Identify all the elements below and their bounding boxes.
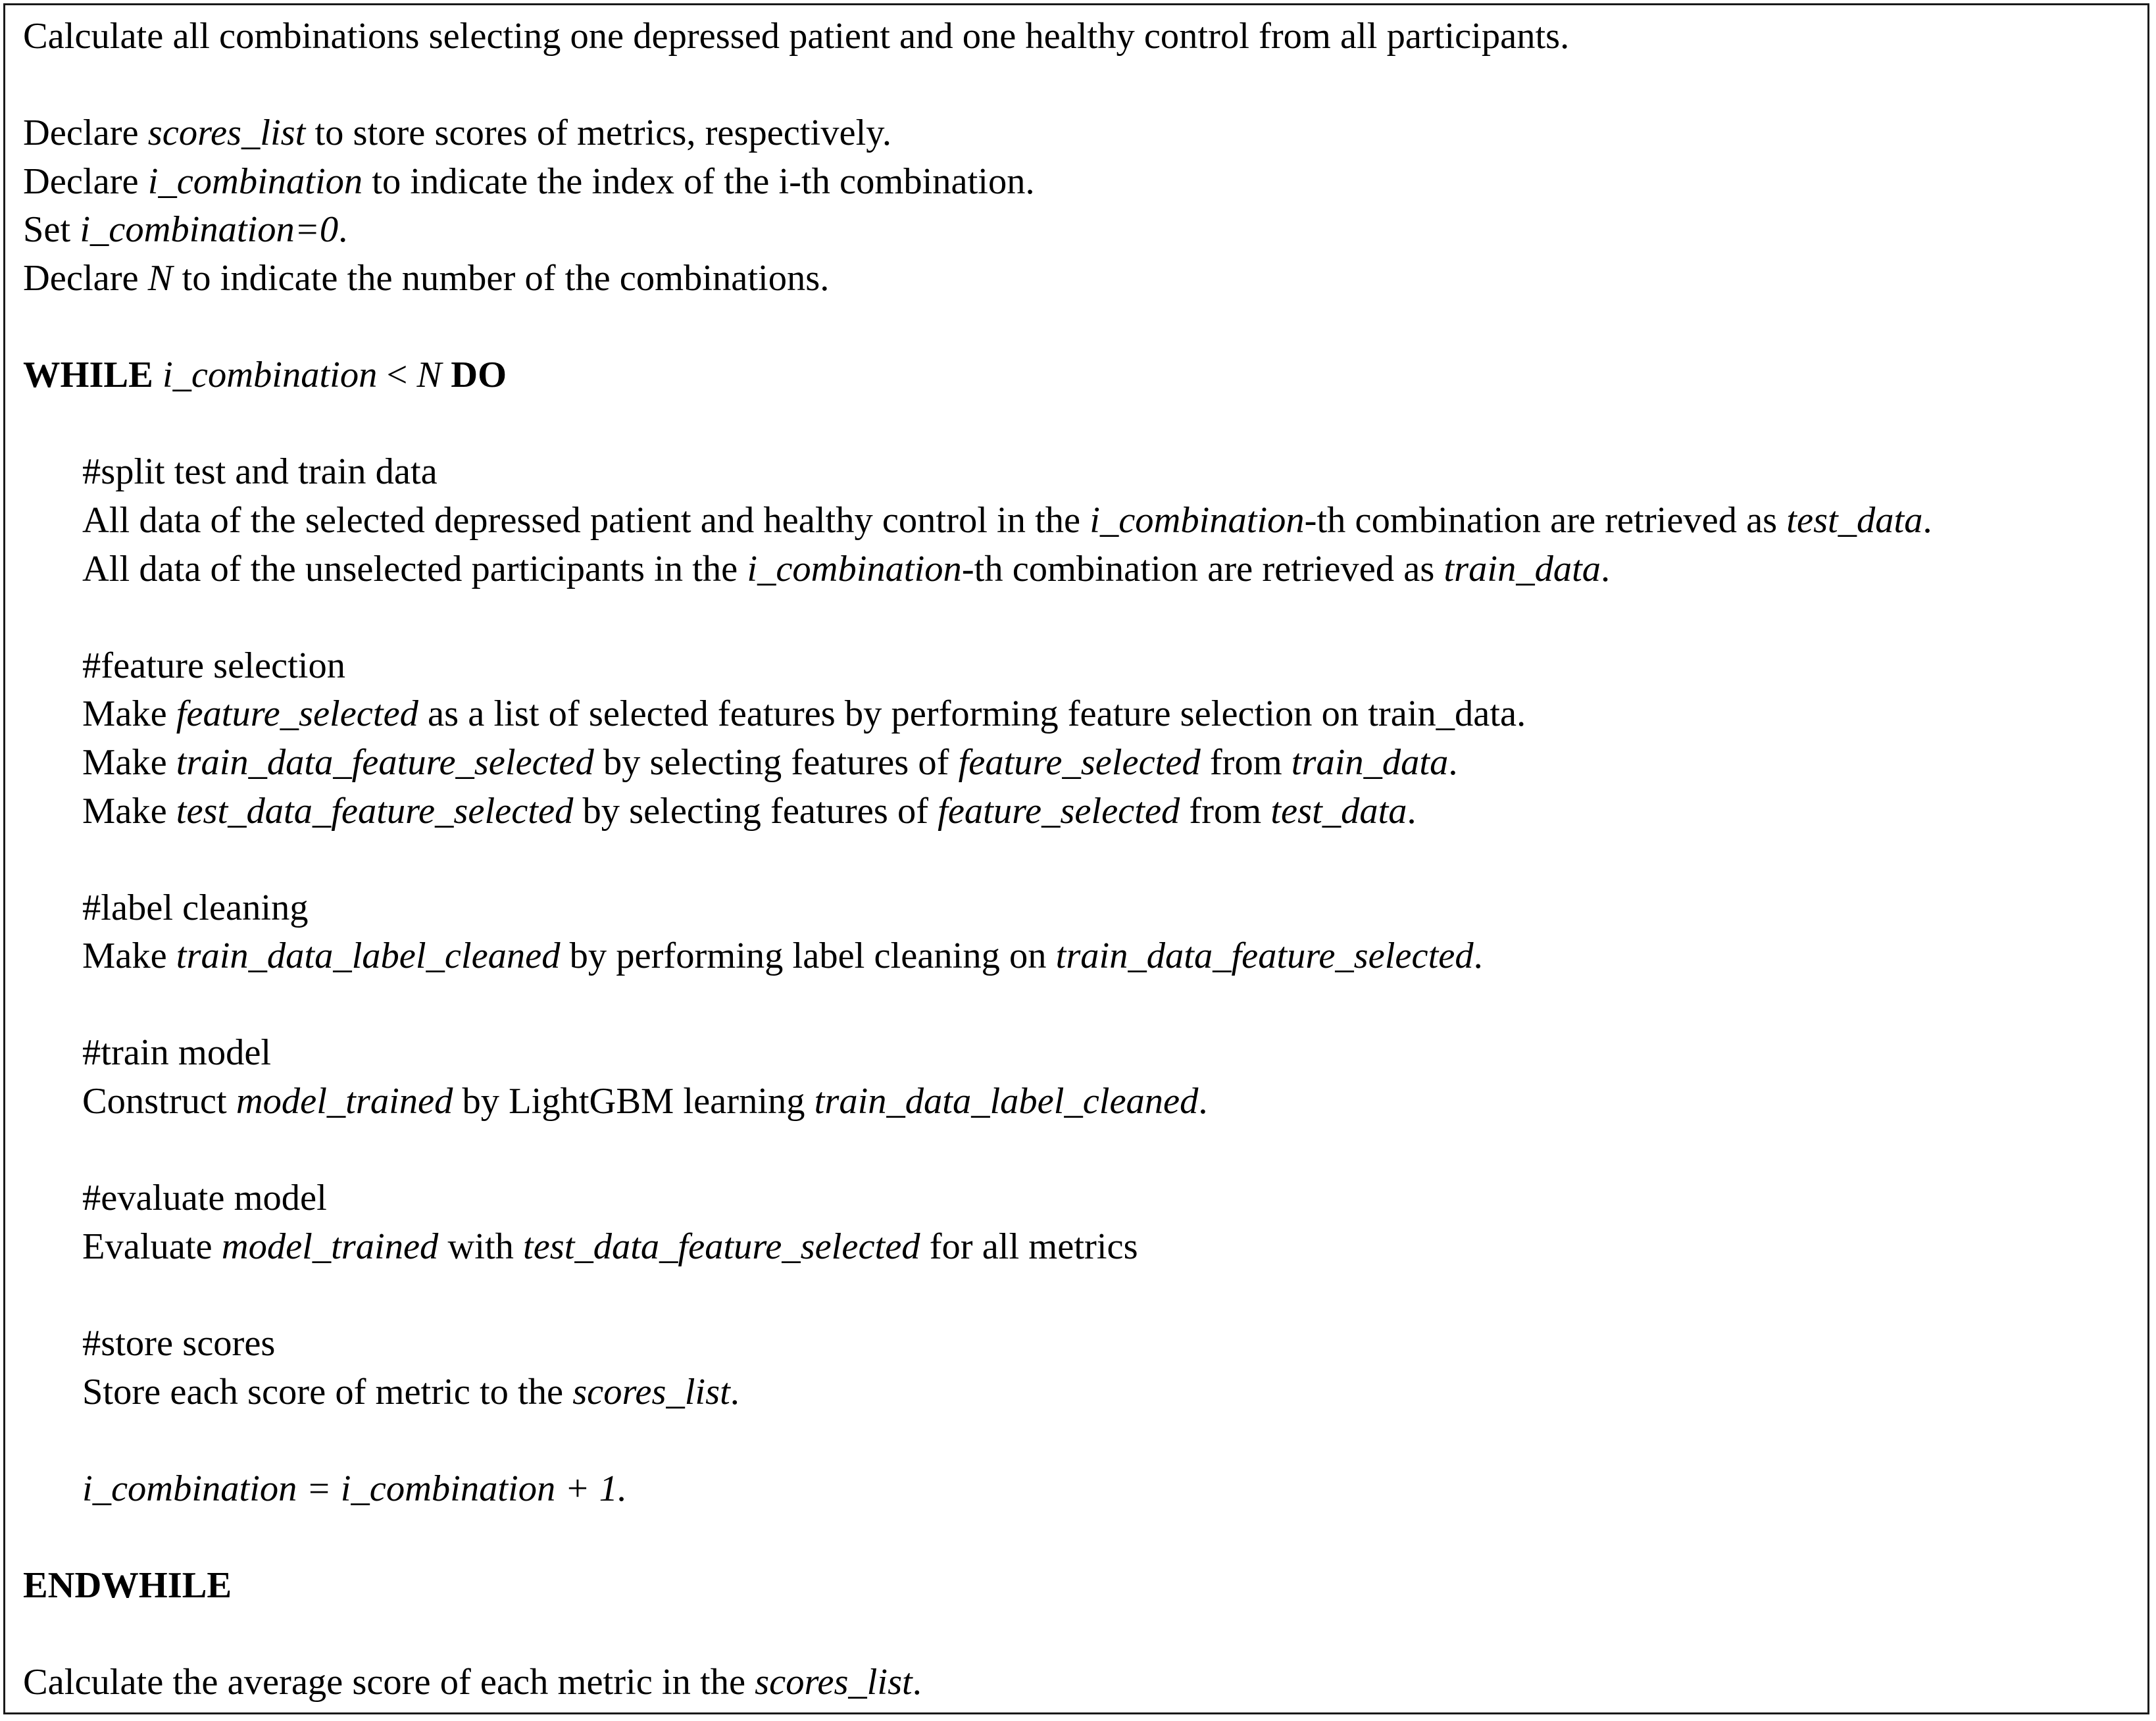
- variable: test_data: [1270, 790, 1407, 832]
- blank-line: [23, 593, 2147, 642]
- variable: i_combination: [147, 161, 363, 202]
- text: by selecting features of: [593, 741, 959, 783]
- variable: i_combination: [153, 355, 378, 396]
- text: by performing label cleaning on: [560, 935, 1056, 977]
- variable: scores_list: [147, 112, 306, 154]
- text: with: [438, 1226, 524, 1267]
- comment-text: #train model: [82, 1032, 272, 1074]
- text: -th combination are retrieved as: [961, 548, 1444, 589]
- text: .: [1198, 1081, 1208, 1122]
- variable: scores_list: [572, 1371, 730, 1412]
- comment-store-scores: [23, 1320, 2147, 1368]
- increment-expression: i_combination = i_combination + 1.: [82, 1468, 627, 1509]
- variable: test_data_feature_selected: [176, 790, 574, 832]
- text: to store scores of metrics, respectively.: [305, 112, 891, 154]
- comment-text: #evaluate model: [82, 1178, 327, 1219]
- blank-line: [23, 303, 2147, 352]
- keyword-endwhile: ENDWHILE: [23, 1565, 232, 1606]
- feature-line-2: [23, 739, 2147, 787]
- text: Set: [23, 209, 80, 251]
- comment-split: [23, 448, 2147, 497]
- blank-line: [23, 1513, 2147, 1562]
- variable: model_trained: [236, 1081, 453, 1122]
- blank-line: [23, 1610, 2147, 1659]
- label-line-1: [23, 932, 2147, 981]
- text: Make: [82, 741, 176, 783]
- text: .: [1473, 935, 1483, 977]
- text: by selecting features of: [573, 790, 938, 832]
- increment-line: [23, 1465, 2147, 1514]
- comment-text: #feature selection: [82, 645, 345, 686]
- algorithm-content: [23, 12, 2147, 1707]
- variable: train_data_label_cleaned: [176, 935, 561, 977]
- comment-feature-selection: [23, 642, 2147, 691]
- comment-train-model: [23, 1029, 2147, 1078]
- operator: <: [377, 355, 417, 396]
- text: Declare: [23, 112, 148, 154]
- text: for all metrics: [920, 1226, 1138, 1267]
- text: .: [1601, 548, 1611, 589]
- text: All data of the unselected participants in the: [82, 548, 747, 589]
- variable: train_data: [1443, 548, 1601, 589]
- text: from: [1200, 741, 1291, 783]
- text: Make: [82, 693, 176, 735]
- text: .: [912, 1662, 922, 1703]
- text: to indicate the number of the combinations.: [172, 257, 830, 299]
- text: Make: [82, 790, 176, 832]
- comment-evaluate-model: [23, 1174, 2147, 1223]
- text: .: [1448, 741, 1458, 783]
- text: by LightGBM learning: [453, 1081, 815, 1122]
- text: Construct: [82, 1081, 236, 1122]
- final-line: [23, 1659, 2147, 1707]
- variable: i_combination=0: [80, 209, 339, 251]
- text: .: [1407, 790, 1416, 832]
- intro-line: [23, 12, 2147, 61]
- variable: feature_selected: [938, 790, 1180, 832]
- variable: N: [416, 355, 442, 396]
- keyword-do: DO: [441, 355, 507, 396]
- text: -th combination are retrieved as: [1304, 499, 1787, 541]
- variable: feature_selected: [958, 741, 1201, 783]
- variable: feature_selected: [176, 693, 418, 735]
- text: Store each score of metric to the: [82, 1371, 573, 1412]
- text: Evaluate: [82, 1226, 222, 1267]
- evaluate-line-1: [23, 1223, 2147, 1272]
- declaration-n: [23, 255, 2147, 303]
- blank-line: [23, 1416, 2147, 1465]
- variable: scores_list: [755, 1662, 913, 1703]
- blank-line: [23, 400, 2147, 449]
- declaration-scores-list: [23, 109, 2147, 158]
- split-line-2: [23, 545, 2147, 594]
- comment-label-cleaning: [23, 884, 2147, 933]
- variable: train_data_feature_selected: [176, 741, 594, 783]
- set-i-combination: [23, 206, 2147, 255]
- comment-text: #split test and train data: [82, 451, 438, 493]
- variable: test_data_feature_selected: [523, 1226, 920, 1267]
- variable: i_combination: [1090, 499, 1305, 541]
- train-line-1: [23, 1078, 2147, 1126]
- variable: train_data_feature_selected: [1055, 935, 1474, 977]
- keyword-while: WHILE: [23, 355, 153, 396]
- text: Declare: [23, 161, 148, 202]
- blank-line: [23, 981, 2147, 1030]
- text: Declare: [23, 257, 148, 299]
- variable: train_data_label_cleaned: [814, 1081, 1199, 1122]
- variable: test_data: [1786, 499, 1923, 541]
- blank-line: [23, 1126, 2147, 1175]
- text: .: [1922, 499, 1932, 541]
- text: .: [730, 1371, 740, 1412]
- declaration-i-combination: [23, 158, 2147, 207]
- algorithm-box: [3, 3, 2149, 1714]
- text: Make: [82, 935, 176, 977]
- text: as a list of selected features by performing feature selection on train_data.: [418, 693, 1526, 735]
- variable: train_data: [1291, 741, 1449, 783]
- blank-line: [23, 1271, 2147, 1320]
- variable: N: [147, 257, 173, 299]
- text: All data of the selected depressed patient and healthy control in the: [82, 499, 1090, 541]
- while-line: [23, 351, 2147, 400]
- text: from: [1180, 790, 1271, 832]
- blank-line: [23, 61, 2147, 110]
- store-line-1: [23, 1368, 2147, 1417]
- text: to indicate the index of the i-th combination.: [363, 161, 1035, 202]
- comment-text: #label cleaning: [82, 887, 309, 928]
- text: Calculate the average score of each metric in the: [23, 1662, 755, 1703]
- variable: model_trained: [221, 1226, 439, 1267]
- comment-text: #store scores: [82, 1323, 276, 1364]
- endwhile-line: [23, 1562, 2147, 1610]
- intro-text: Calculate all combinations selecting one depressed patient and one healthy control from all participants.: [23, 16, 1570, 57]
- blank-line: [23, 836, 2147, 884]
- feature-line-3: [23, 787, 2147, 836]
- split-line-1: [23, 497, 2147, 545]
- feature-line-1: [23, 690, 2147, 739]
- text: .: [338, 209, 348, 251]
- variable: i_combination: [747, 548, 962, 589]
